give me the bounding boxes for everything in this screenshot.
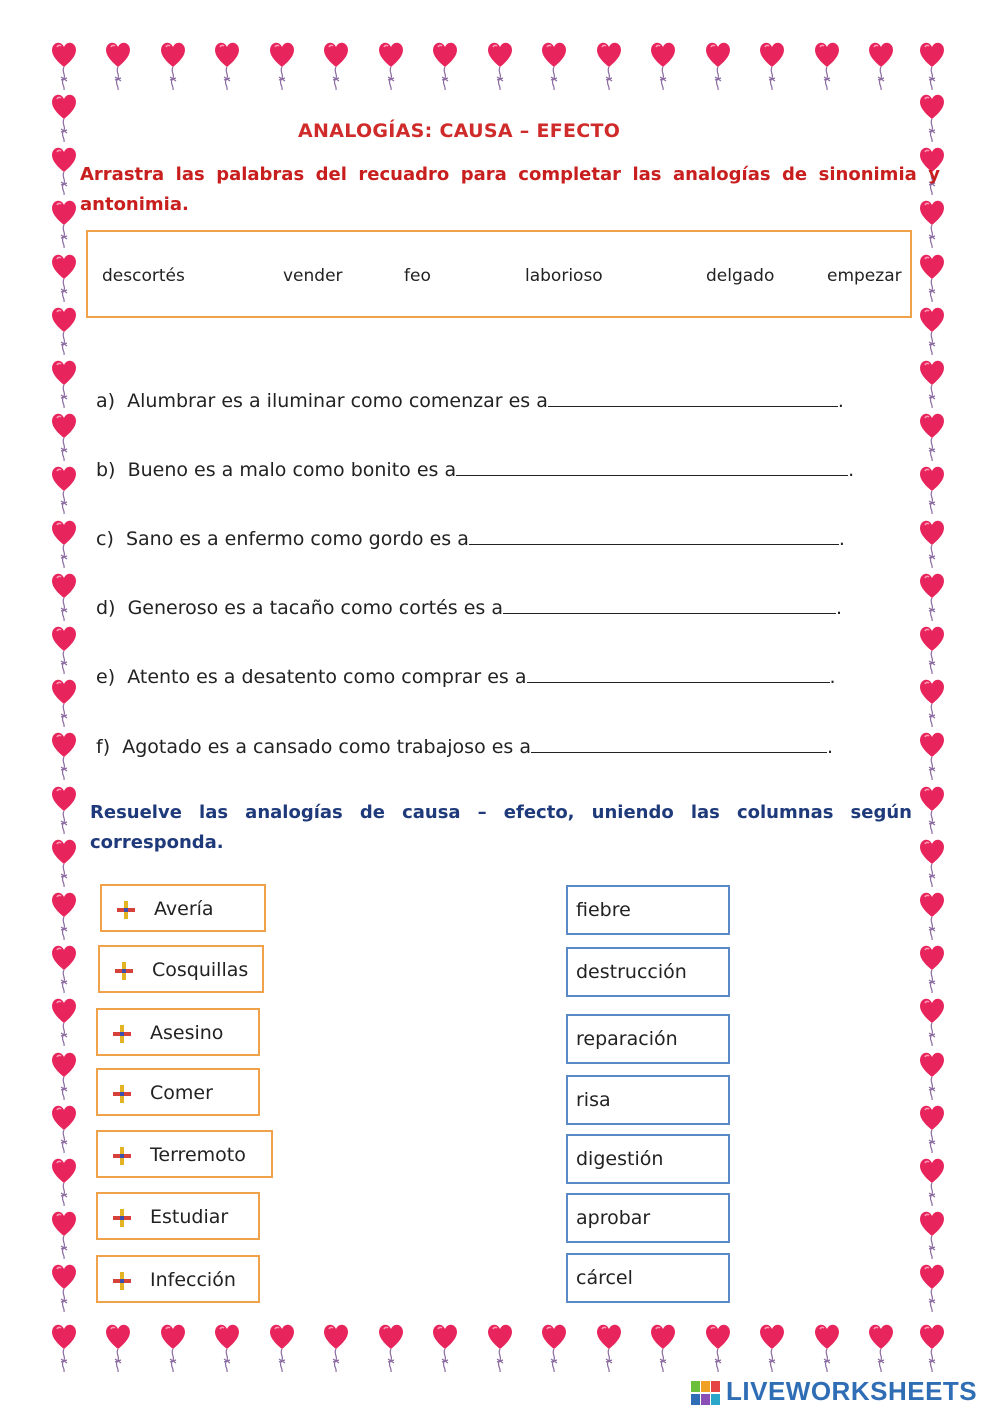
word-chip-vender[interactable]: vender: [283, 266, 343, 286]
heart-balloon-icon: [486, 40, 514, 90]
answer-blank-a[interactable]: [548, 384, 838, 407]
heart-balloon-icon: [918, 1322, 946, 1372]
answer-blank-d[interactable]: [503, 591, 836, 614]
heart-balloon-icon: [268, 40, 296, 90]
heart-balloon-icon: [918, 1103, 946, 1153]
heart-balloon-icon: [50, 145, 78, 195]
analogy-text: Bueno es a malo como bonito es a: [127, 459, 457, 481]
effect-box-destruccion[interactable]: [566, 947, 730, 997]
bullet-cross-icon: [112, 1146, 132, 1166]
heart-balloon-icon: [50, 890, 78, 940]
heart-balloon-icon: [867, 40, 895, 90]
heart-balloon-icon: [50, 1322, 78, 1372]
heart-balloon-icon: [50, 730, 78, 780]
analogy-period: .: [827, 736, 834, 758]
effect-label: cárcel: [576, 1267, 633, 1289]
cause-box-averia[interactable]: [100, 884, 266, 932]
analogy-letter: e): [96, 666, 116, 688]
bullet-cross-icon: [112, 1024, 132, 1044]
answer-blank-b[interactable]: [456, 453, 848, 476]
analogy-item: [96, 660, 836, 688]
word-chip-descortes[interactable]: descortés: [102, 266, 185, 286]
effect-label: fiebre: [576, 899, 631, 921]
heart-balloon-icon: [50, 1209, 78, 1259]
heart-balloon-icon: [377, 1322, 405, 1372]
heart-balloon-icon: [50, 518, 78, 568]
liveworksheets-brand: [690, 1376, 990, 1410]
heart-balloon-icon: [918, 464, 946, 514]
heart-balloon-icon: [918, 92, 946, 142]
heart-balloon-icon: [431, 1322, 459, 1372]
analogy-letter: a): [96, 390, 116, 412]
heart-balloon-icon: [540, 40, 568, 90]
heart-balloon-icon: [918, 837, 946, 887]
heart-balloon-icon: [649, 1322, 677, 1372]
bullet-cross-icon: [112, 1271, 132, 1291]
heart-balloon-icon: [377, 40, 405, 90]
word-chip-feo[interactable]: feo: [404, 266, 431, 286]
heart-balloon-icon: [159, 1322, 187, 1372]
heart-balloon-icon: [50, 624, 78, 674]
analogy-text: Alumbrar es a iluminar como comenzar es a: [127, 390, 548, 412]
cause-box-comer[interactable]: [96, 1068, 260, 1116]
effect-box-reparacion[interactable]: [566, 1014, 730, 1064]
heart-balloon-icon: [918, 305, 946, 355]
analogy-period: .: [835, 597, 843, 619]
word-chip-delgado[interactable]: delgado: [706, 266, 775, 286]
analogy-period: .: [837, 390, 844, 412]
heart-balloon-icon: [918, 1262, 946, 1312]
cause-label: Infección: [150, 1269, 236, 1291]
heart-balloon-icon: [918, 518, 946, 568]
heart-balloon-icon: [918, 677, 946, 727]
heart-balloon-icon: [918, 943, 946, 993]
heart-balloon-icon: [918, 1156, 946, 1206]
cause-label: Asesino: [150, 1022, 224, 1044]
heart-balloon-icon: [50, 198, 78, 248]
heart-balloon-icon: [918, 1050, 946, 1100]
heart-balloon-icon: [704, 1322, 732, 1372]
analogy-text: Agotado es a cansado como trabajoso es a: [122, 736, 531, 758]
heart-balloon-icon: [104, 1322, 132, 1372]
heart-balloon-icon: [431, 40, 459, 90]
heart-balloon-icon: [918, 730, 946, 780]
heart-balloon-icon: [758, 40, 786, 90]
cause-box-asesino[interactable]: [96, 1008, 260, 1056]
heart-balloon-icon: [50, 784, 78, 834]
heart-balloon-icon: [50, 252, 78, 302]
effect-box-aprobar[interactable]: [566, 1193, 730, 1243]
heart-balloon-icon: [595, 1322, 623, 1372]
heart-balloon-icon: [322, 40, 350, 90]
answer-blank-f[interactable]: [531, 730, 827, 753]
word-bank: [86, 230, 912, 318]
heart-balloon-icon: [159, 40, 187, 90]
heart-balloon-icon: [649, 40, 677, 90]
bullet-cross-icon: [112, 1084, 132, 1104]
cause-label: Avería: [154, 898, 214, 920]
heart-balloon-icon: [918, 1209, 946, 1259]
analogy-letter: f): [96, 736, 111, 758]
cause-label: Comer: [150, 1082, 213, 1104]
analogy-item: [96, 384, 844, 412]
heart-balloon-icon: [50, 1262, 78, 1312]
heart-balloon-icon: [50, 1156, 78, 1206]
effect-box-digestion[interactable]: [566, 1134, 730, 1184]
heart-balloon-icon: [50, 996, 78, 1046]
analogy-letter: c): [96, 528, 114, 550]
heart-balloon-icon: [813, 1322, 841, 1372]
heart-balloon-icon: [918, 252, 946, 302]
heart-balloon-icon: [50, 1103, 78, 1153]
heart-balloon-icon: [486, 1322, 514, 1372]
heart-balloon-icon: [50, 358, 78, 408]
instruction-match-columns: Resuelve las analogías de causa – efecto, uniendo las columnas según corresponda.: [90, 802, 912, 853]
cause-box-terremoto[interactable]: [96, 1130, 273, 1178]
analogy-text: Generoso es a tacaño como cortés es a: [127, 597, 503, 619]
analogy-period: .: [848, 459, 855, 481]
word-chip-empezar[interactable]: empezar: [827, 266, 902, 286]
bullet-cross-icon: [114, 961, 134, 981]
effect-label: aprobar: [576, 1207, 651, 1229]
heart-balloon-icon: [50, 411, 78, 461]
cause-label: Cosquillas: [152, 959, 249, 981]
effect-box-risa[interactable]: [566, 1075, 730, 1125]
heart-balloon-icon: [213, 40, 241, 90]
heart-balloon-icon: [268, 1322, 296, 1372]
cause-box-cosquillas[interactable]: [98, 945, 264, 993]
heart-balloon-icon: [918, 784, 946, 834]
effect-box-fiebre[interactable]: [566, 885, 730, 935]
heart-balloon-icon: [50, 92, 78, 142]
heart-balloon-icon: [50, 464, 78, 514]
heart-balloon-icon: [758, 1322, 786, 1372]
heart-balloon-icon: [540, 1322, 568, 1372]
effect-box-carcel[interactable]: [566, 1253, 730, 1303]
heart-balloon-icon: [918, 358, 946, 408]
word-chip-laborioso[interactable]: laborioso: [525, 266, 603, 286]
heart-balloon-icon: [50, 943, 78, 993]
heart-balloon-icon: [918, 624, 946, 674]
heart-balloon-icon: [213, 1322, 241, 1372]
answer-blank-c[interactable]: [469, 522, 839, 545]
heart-balloon-icon: [918, 411, 946, 461]
analogy-text: Atento es a desatento como comprar es a: [127, 666, 527, 688]
heart-balloon-icon: [322, 1322, 350, 1372]
answer-blank-e[interactable]: [527, 660, 830, 683]
heart-balloon-icon: [918, 571, 946, 621]
heart-balloon-icon: [50, 40, 78, 90]
heart-balloon-icon: [813, 40, 841, 90]
analogy-item: [96, 453, 854, 481]
liveworksheets-logo-icon: [690, 1379, 722, 1407]
heart-balloon-icon: [50, 305, 78, 355]
analogy-period: .: [838, 528, 845, 550]
cause-label: Estudiar: [150, 1206, 229, 1228]
analogy-period: .: [829, 666, 836, 688]
heart-balloon-icon: [50, 1050, 78, 1100]
analogy-item: [96, 591, 842, 619]
bullet-cross-icon: [116, 900, 136, 920]
effect-label: risa: [576, 1089, 611, 1111]
analogy-letter: d): [96, 597, 116, 619]
cause-box-infeccion[interactable]: [96, 1255, 260, 1303]
heart-balloon-icon: [867, 1322, 895, 1372]
analogy-letter: b): [96, 459, 116, 481]
brand-name: LIVEWORKSHEETS: [726, 1376, 978, 1406]
heart-balloon-icon: [918, 40, 946, 90]
heart-balloon-icon: [918, 890, 946, 940]
heart-balloon-icon: [50, 677, 78, 727]
analogy-text: Sano es a enfermo como gordo es a: [125, 528, 469, 550]
cause-box-estudiar[interactable]: [96, 1192, 260, 1240]
heart-balloon-icon: [595, 40, 623, 90]
effect-label: digestión: [576, 1148, 664, 1170]
heart-balloon-icon: [50, 571, 78, 621]
analogy-item: [96, 730, 833, 758]
heart-balloon-icon: [918, 996, 946, 1046]
analogy-item: [96, 522, 845, 550]
instruction-drag-words: Arrastra las palabras del recuadro para completar las analogías de sinonimia y antonimia.: [80, 164, 940, 215]
effect-label: destrucción: [576, 961, 687, 983]
effect-label: reparación: [576, 1028, 678, 1050]
heart-balloon-icon: [104, 40, 132, 90]
cause-label: Terremoto: [150, 1144, 246, 1166]
worksheet-title: ANALOGÍAS: CAUSA – EFECTO: [298, 120, 621, 142]
bullet-cross-icon: [112, 1208, 132, 1228]
heart-balloon-icon: [50, 837, 78, 887]
heart-balloon-icon: [704, 40, 732, 90]
